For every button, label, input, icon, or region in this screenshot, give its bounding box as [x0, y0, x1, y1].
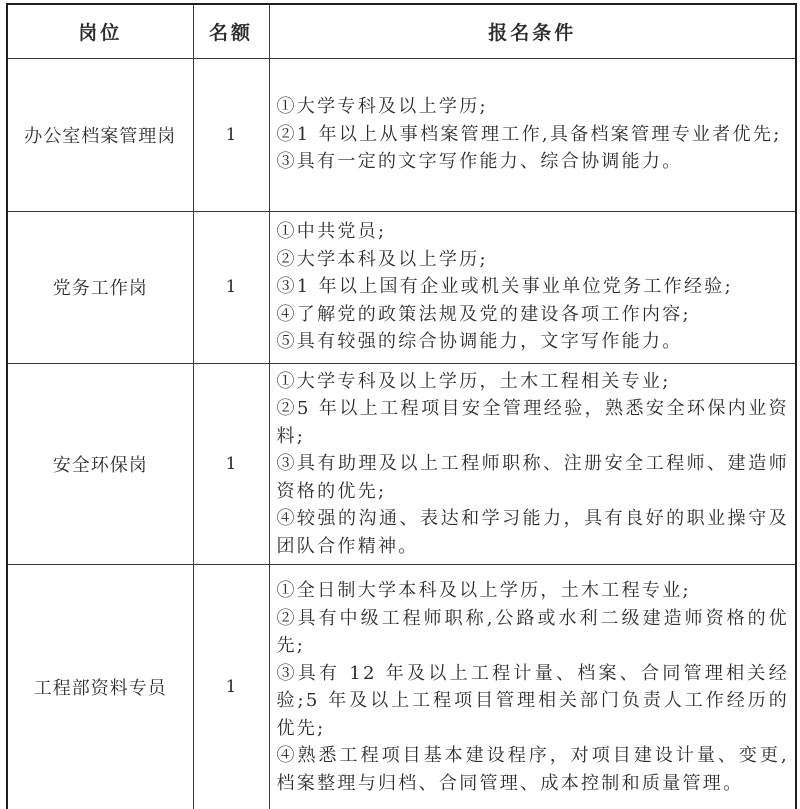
position-cell: 党务工作岗 — [7, 211, 193, 363]
condition-item: ④了解党的政策法规及党的建设各项工作内容; — [276, 303, 691, 325]
condition-item: ①大学专科及以上学历; — [276, 96, 488, 118]
position-cell: 安全环保岗 — [7, 363, 193, 565]
quota-cell: 1 — [193, 58, 269, 211]
table-row — [7, 363, 796, 565]
position-cell: 办公室档案管理岗 — [7, 58, 193, 211]
condition-item: ②5 年以上工程项目安全管理经验，熟悉安全环保内业资料; — [276, 398, 789, 447]
quota-cell: 1 — [193, 211, 269, 363]
condition-item: ②大学本科及以上学历; — [276, 248, 488, 270]
position-cell: 工程部资料专员 — [7, 565, 193, 809]
condition-item: ④较强的沟通、表达和学习能力，具有良好的职业操守及团队合作精神。 — [276, 508, 789, 557]
table-row — [7, 565, 796, 809]
condition-item: ④熟悉工程项目基本建设程序，对项目建设计量、变更,档案整理与归档、合同管理、成本控制和质量管理。 — [276, 745, 789, 794]
table-row — [7, 211, 796, 363]
condition-item: ③具有助理及以上工程师职称、注册安全工程师、建造师资格的优先; — [276, 453, 789, 502]
condition-item: ①大学专科及以上学历，土木工程相关专业; — [276, 370, 671, 392]
table-row — [7, 58, 796, 211]
quota-cell: 1 — [193, 565, 269, 809]
condition-item: ①全日制大学本科及以上学历，土木工程专业; — [276, 580, 691, 602]
header-quota: 名额 — [193, 4, 269, 58]
condition-item: ③1 年以上国有企业或机关事业单位党务工作经验; — [276, 276, 733, 298]
condition-item: ⑤具有较强的综合协调能力，文字写作能力。 — [276, 331, 683, 353]
condition-item: ③具有 12 年及以上工程计量、档案、合同管理相关经验;5 年及以上工程项目管理相关部门负责人工作经历的优先; — [276, 662, 789, 739]
table-body — [7, 58, 796, 809]
condition-item: ②具有中级工程师职称,公路或水利二级建造师资格的优先; — [276, 607, 789, 657]
table-header — [7, 4, 796, 58]
header-position: 岗位 — [7, 4, 193, 58]
header-conditions: 报名条件 — [269, 4, 796, 58]
recruitment-table — [6, 3, 797, 809]
condition-item: ②1 年以上从事档案管理工作,具备档案管理专业者优先; — [276, 123, 782, 145]
conditions-cell — [269, 58, 796, 211]
header-row — [7, 4, 796, 58]
conditions-cell — [269, 363, 796, 565]
quota-cell: 1 — [193, 363, 269, 565]
condition-item: ③具有一定的文字写作能力、综合协调能力。 — [276, 151, 683, 173]
conditions-cell — [269, 211, 796, 363]
conditions-cell — [269, 565, 796, 809]
condition-item: ①中共党员; — [276, 221, 387, 243]
